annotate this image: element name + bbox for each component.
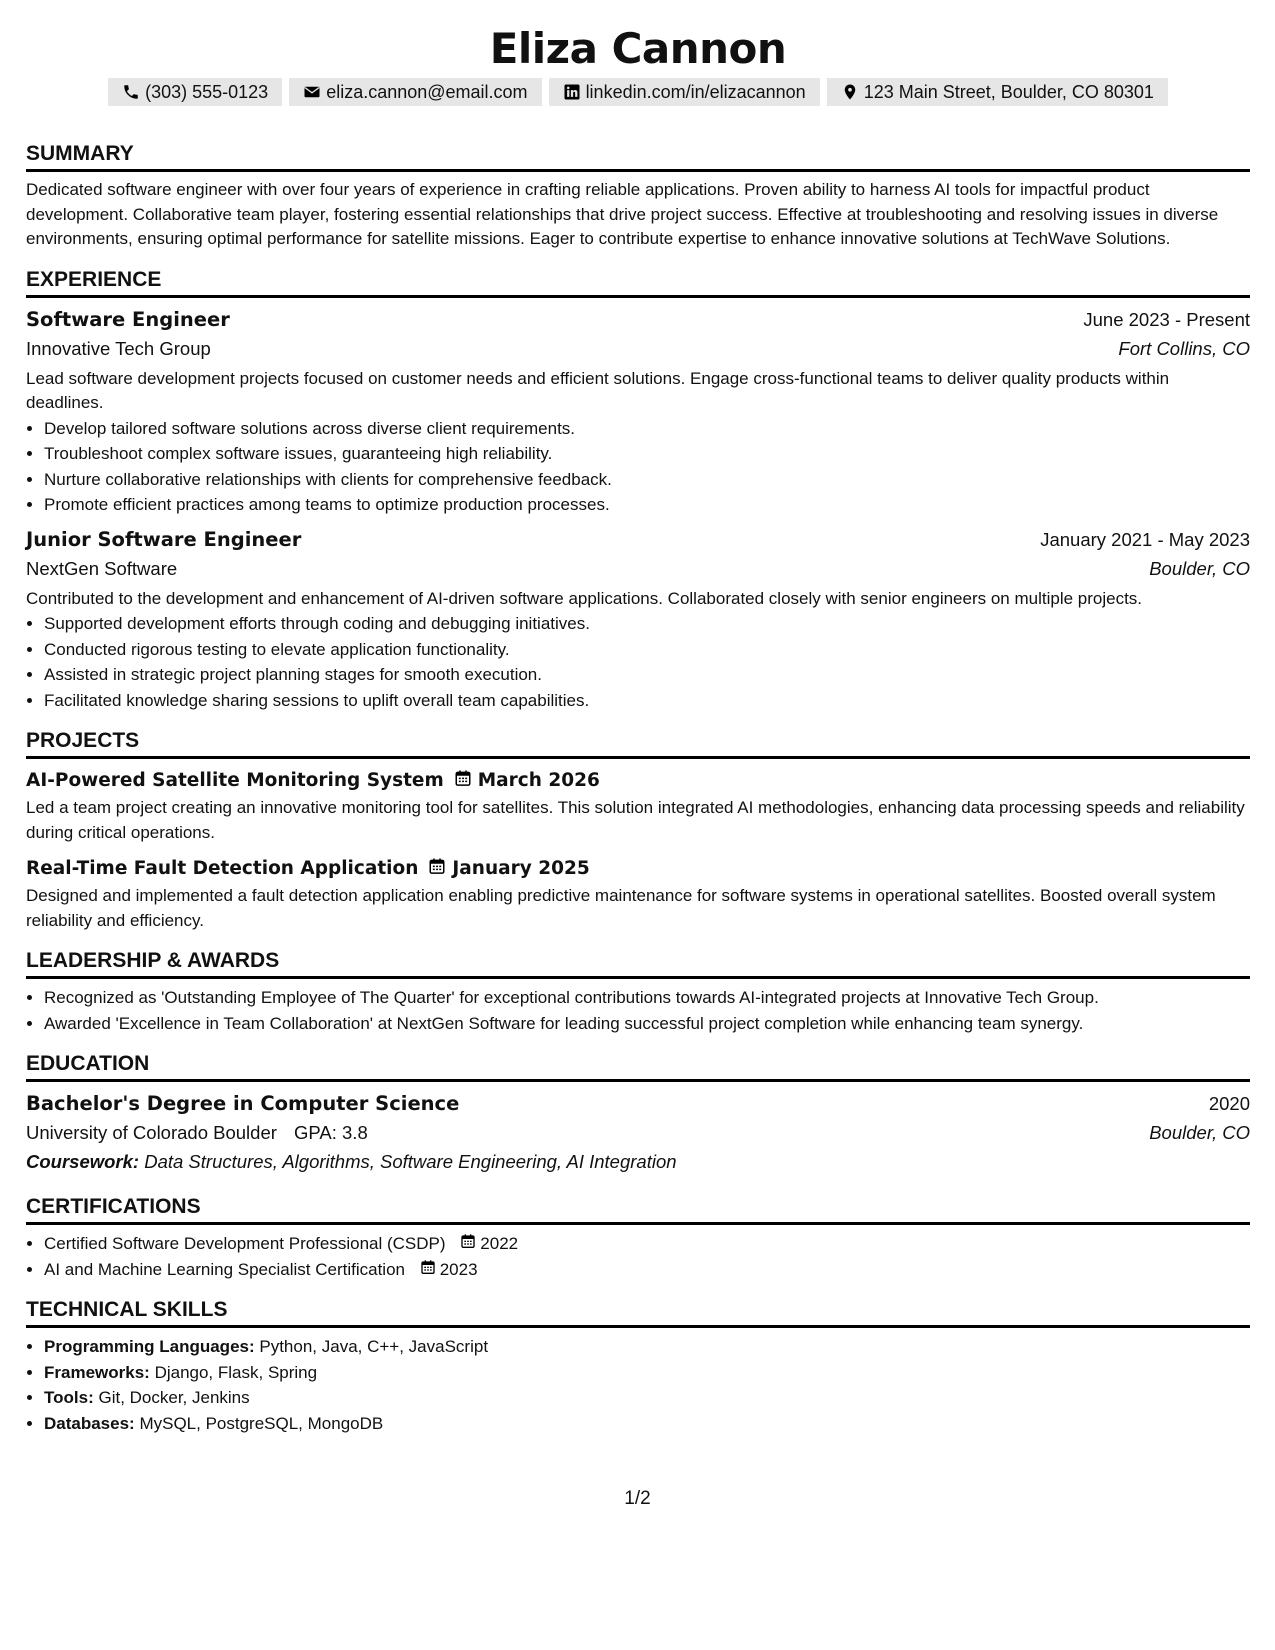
- phone-icon: [122, 83, 140, 101]
- section-title: EDUCATION: [26, 1050, 1250, 1082]
- project-entry: [26, 853, 1250, 933]
- job-bullets: [26, 611, 1250, 713]
- summary-section: [26, 140, 1250, 252]
- coursework-label: Coursework:: [26, 1151, 140, 1172]
- email-text: eliza.cannon@email.com: [326, 82, 528, 102]
- skill-label: Databases:: [44, 1413, 135, 1433]
- linkedin-text: linkedin.com/in/elizacannon: [585, 82, 806, 102]
- calendar-icon: [454, 769, 472, 792]
- contact-bar: [26, 78, 1250, 106]
- job-dates: June 2023 - Present: [1083, 308, 1250, 330]
- list-item: [44, 1385, 1250, 1411]
- calendar-icon: [460, 1231, 476, 1257]
- section-title: TECHNICAL SKILLS: [26, 1296, 1250, 1328]
- certification-name: AI and Machine Learning Specialist Certification: [44, 1259, 405, 1279]
- job-entry: [26, 524, 1250, 714]
- skills-section: [26, 1296, 1250, 1436]
- candidate-name: Eliza Cannon: [489, 24, 787, 73]
- list-item: • Supported development efforts through coding and debugging initiatives.: [44, 611, 1250, 637]
- calendar-icon: [420, 1257, 436, 1283]
- skill-value: Django, Flask, Spring: [154, 1362, 318, 1382]
- summary-text: Dedicated software engineer with over four years of experience in crafting reliable applications. Proven ability to harness AI tools for impactful product development. Collaborative team player, fostering essential relationships that drive project success. Effective at troubleshooting and resolving issues in diverse environments, ensuring optimal performance for satellite missions. Eager to contribute expertise to enhance innovative solutions at TechWave Solutions.: [26, 180, 1219, 248]
- awards-list: [26, 985, 1250, 1036]
- resume-page: [26, 0, 1250, 1436]
- job-dates: January 2021 - May 2023: [1040, 528, 1250, 550]
- job-company: Innovative Tech Group: [26, 337, 211, 359]
- section-title: EXPERIENCE: [26, 266, 1250, 298]
- job-role: Software Engineer: [26, 307, 230, 331]
- school: University of Colorado Boulder: [26, 1122, 277, 1143]
- contact-address[interactable]: [827, 78, 1168, 106]
- coursework: [26, 1147, 1250, 1177]
- list-item: [44, 1257, 1250, 1283]
- page-number: 1/2: [624, 1488, 651, 1509]
- job-description: Lead software development projects focused on customer needs and efficient solutions. Engage cross-functional teams to deliver quality products within deadlines.: [26, 368, 1170, 412]
- contact-phone[interactable]: [108, 78, 282, 106]
- phone-text: (303) 555-0123: [145, 82, 269, 102]
- list-item: • Nurture collaborative relationships with clients for comprehensive feedback.: [44, 467, 1250, 493]
- section-title: SUMMARY: [26, 140, 1250, 172]
- project-title: AI-Powered Satellite Monitoring System: [26, 770, 444, 791]
- list-item: • Develop tailored software solutions across diverse client requirements.: [44, 416, 1250, 442]
- job-description: Contributed to the development and enhancement of AI-driven software applications. Collaborated closely with senior engineers on multiple projects.: [26, 588, 1143, 608]
- project-date: January 2025: [452, 858, 590, 879]
- certification-name: Certified Software Development Professional (CSDP): [44, 1234, 446, 1253]
- job-location: Boulder, CO: [1149, 557, 1250, 579]
- list-item: • Facilitated knowledge sharing sessions to uplift overall team capabilities.: [44, 688, 1250, 714]
- skill-value: Python, Java, C++, JavaScript: [259, 1337, 489, 1356]
- certification-year: 2023: [439, 1259, 478, 1279]
- skill-label: Programming Languages:: [44, 1337, 255, 1356]
- contact-email[interactable]: [289, 78, 541, 106]
- calendar-icon: [428, 857, 446, 880]
- project-text: Led a team project creating an innovative monitoring tool for satellites. This solution integrated AI methodologies, enhancing data processing speeds and reliability during critical operations.: [26, 798, 1245, 842]
- job-role: Junior Software Engineer: [26, 527, 302, 551]
- list-item: • Assisted in strategic project planning stages for smooth execution.: [44, 662, 1250, 688]
- experience-section: [26, 266, 1250, 714]
- graduation-year: 2020: [1208, 1093, 1250, 1114]
- list-item: • Promote efficient practices among teams to optimize production processes.: [44, 492, 1250, 518]
- projects-section: [26, 727, 1250, 933]
- envelope-icon: [303, 83, 321, 101]
- section-title: CERTIFICATIONS: [26, 1193, 1250, 1225]
- job-entry: [26, 304, 1250, 518]
- education-location: Boulder, CO: [1149, 1122, 1250, 1143]
- project-title: Real-Time Fault Detection Application: [26, 858, 419, 879]
- job-bullets: [26, 416, 1250, 518]
- skill-value: MySQL, PostgreSQL, MongoDB: [139, 1413, 384, 1433]
- list-item: • Conducted rigorous testing to elevate application functionality.: [44, 637, 1250, 663]
- degree: Bachelor's Degree in Computer Science: [26, 1092, 460, 1115]
- project-date: March 2026: [477, 770, 600, 791]
- job-company: NextGen Software: [26, 557, 178, 579]
- gpa: GPA: 3.8: [294, 1122, 368, 1143]
- skill-label: Tools:: [44, 1388, 94, 1407]
- list-item: • Troubleshoot complex software issues, guaranteeing high reliability.: [44, 441, 1250, 467]
- project-entry: [26, 765, 1250, 845]
- section-title: LEADERSHIP & AWARDS: [26, 947, 1250, 979]
- list-item: • Awarded 'Excellence in Team Collaboration' at NextGen Software for leading successful project completion while enhancing team synergy.: [44, 1011, 1250, 1037]
- list-item: [44, 1334, 1250, 1360]
- map-pin-icon: [841, 83, 859, 101]
- project-text: Designed and implemented a fault detection application enabling predictive maintenance for software systems in operational satellites. Boosted overall system reliability and efficiency.: [26, 886, 1216, 930]
- linkedin-icon: [563, 83, 581, 101]
- skill-value: Git, Docker, Jenkins: [98, 1388, 250, 1407]
- list-item: [44, 1360, 1250, 1386]
- skill-label: Frameworks:: [44, 1362, 150, 1382]
- leadership-section: [26, 947, 1250, 1036]
- address-text: 123 Main Street, Boulder, CO 80301: [863, 82, 1154, 102]
- certifications-section: [26, 1193, 1250, 1282]
- skills-list: [26, 1334, 1250, 1436]
- education-section: [26, 1050, 1250, 1177]
- certification-year: 2022: [480, 1234, 519, 1253]
- certifications-list: [26, 1231, 1250, 1282]
- contact-linkedin[interactable]: [549, 78, 820, 106]
- list-item: [44, 1411, 1250, 1437]
- section-title: PROJECTS: [26, 727, 1250, 759]
- list-item: • Recognized as 'Outstanding Employee of The Quarter' for exceptional contributions towards AI-integrated projects at Innovative Tech Group.: [44, 985, 1250, 1011]
- coursework-list: Data Structures, Algorithms, Software Engineering, AI Integration: [144, 1151, 677, 1172]
- job-location: Fort Collins, CO: [1118, 337, 1250, 359]
- list-item: [44, 1231, 1250, 1257]
